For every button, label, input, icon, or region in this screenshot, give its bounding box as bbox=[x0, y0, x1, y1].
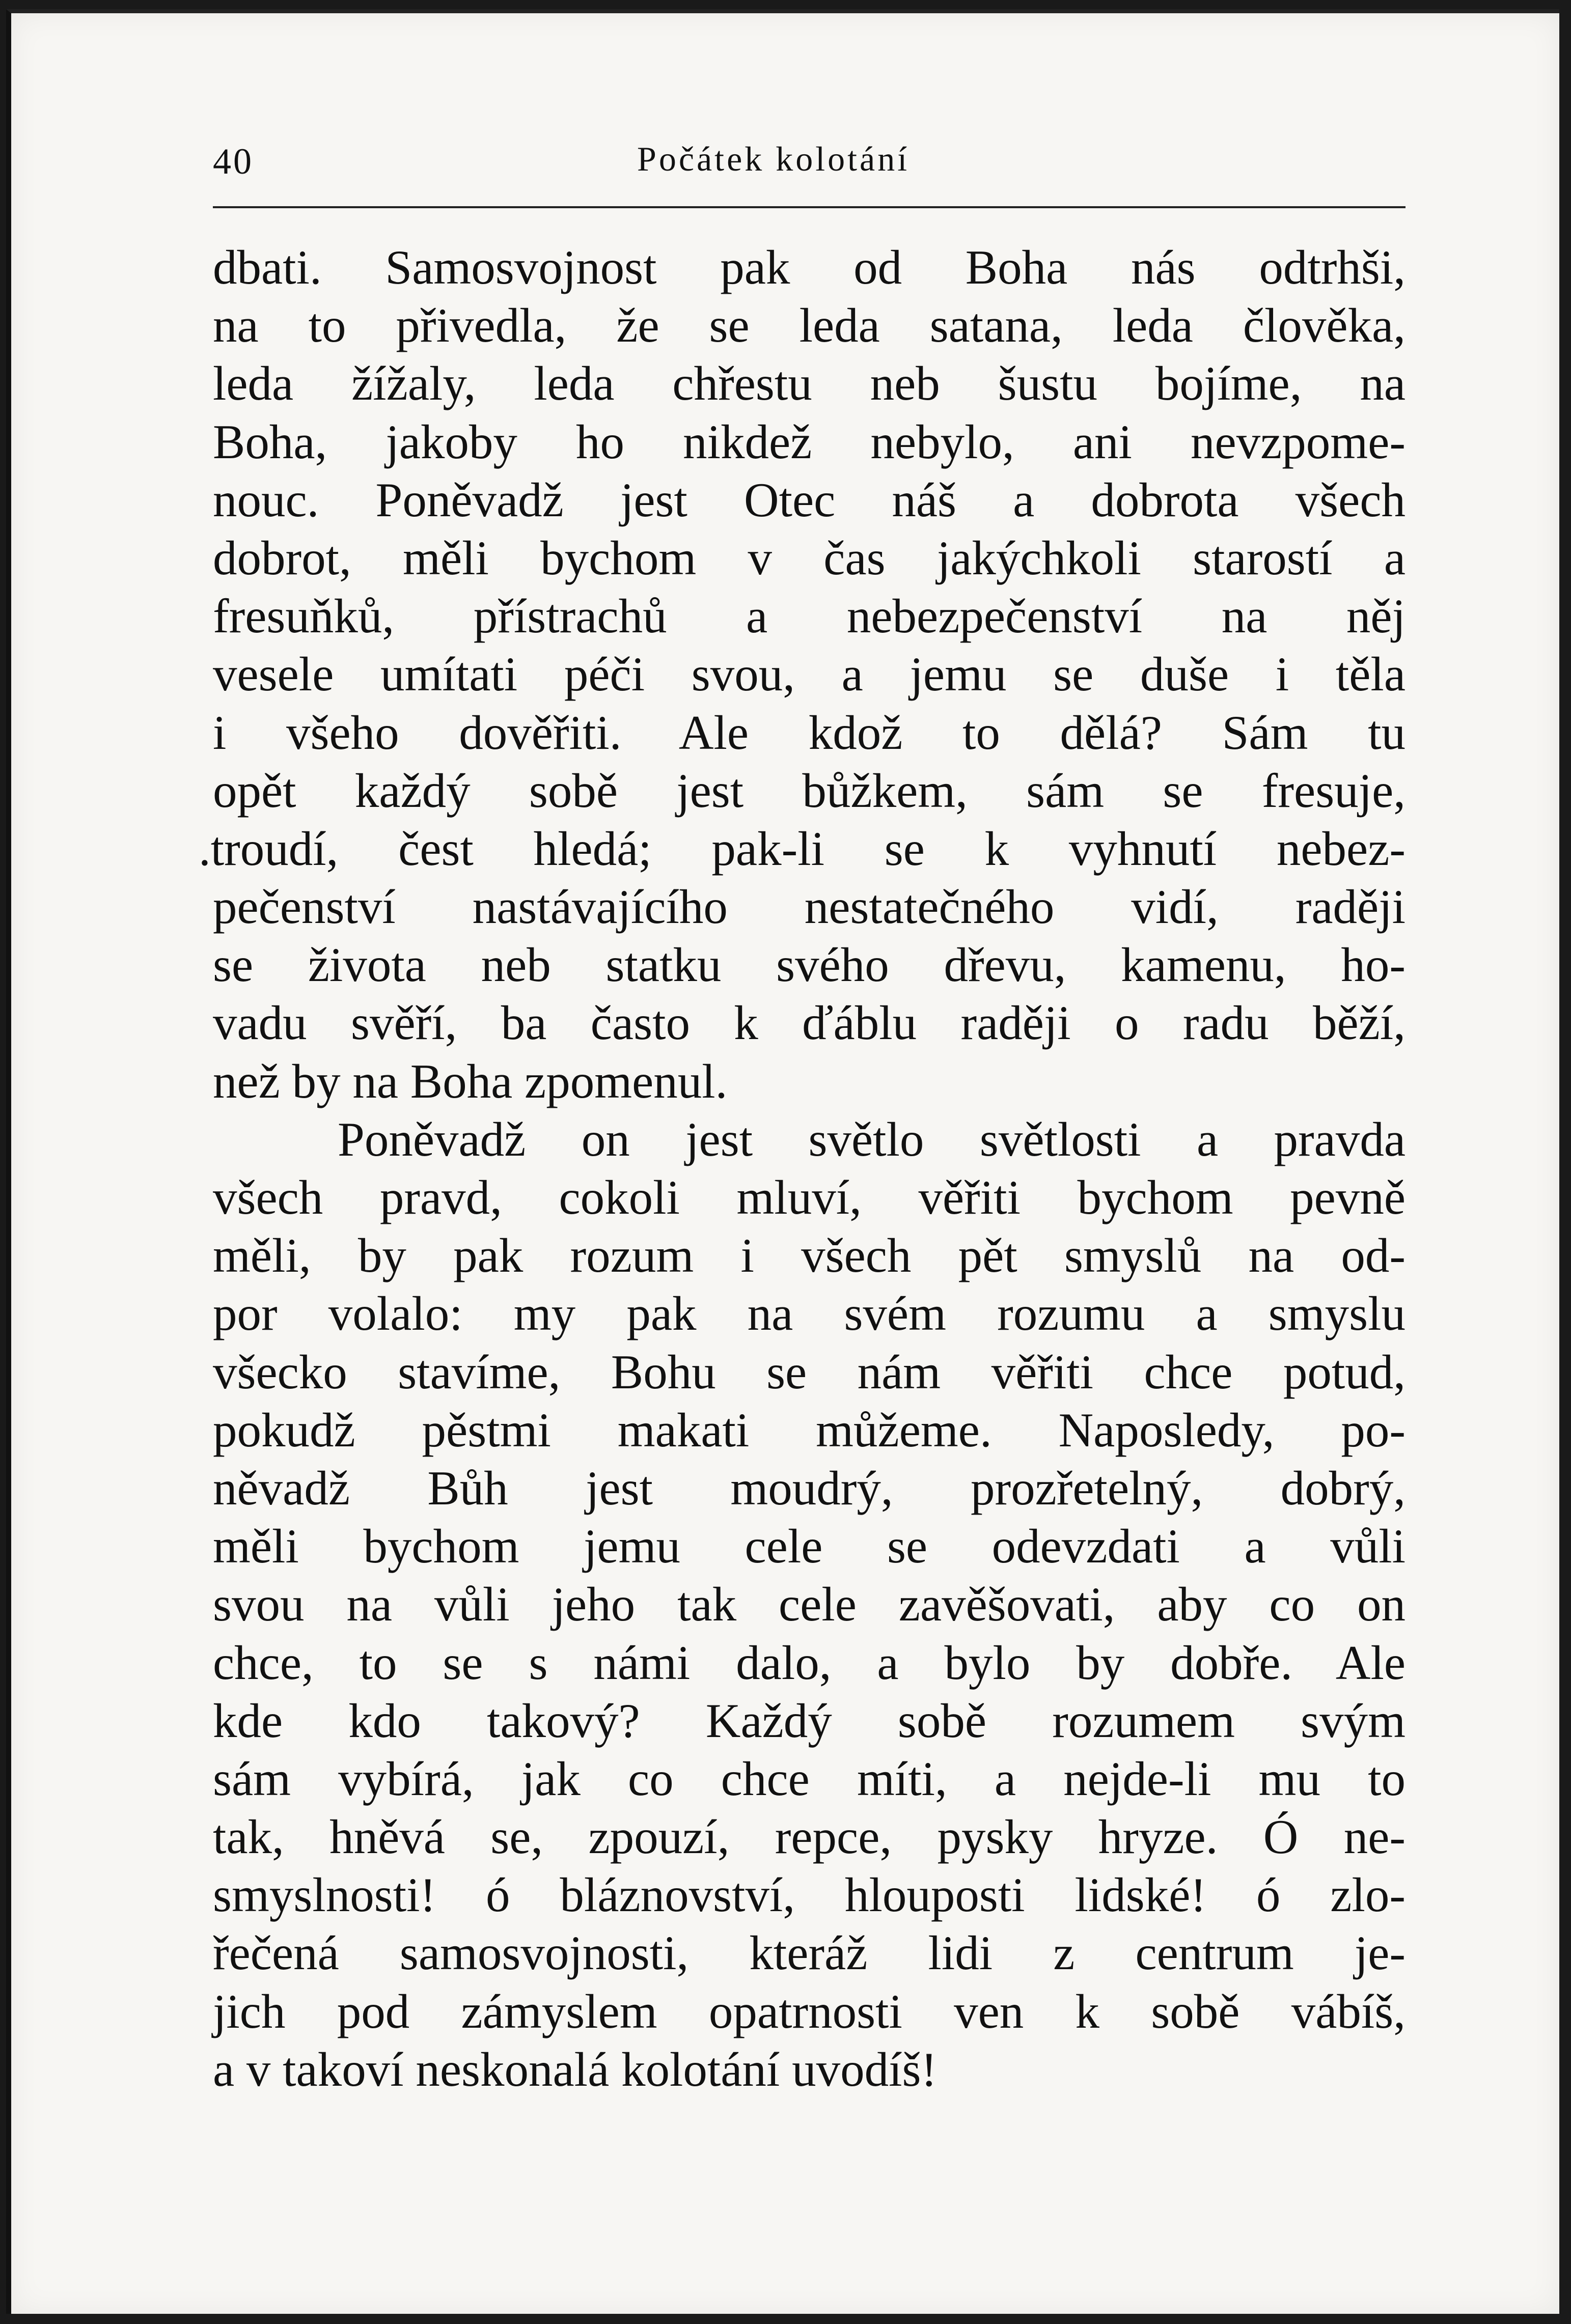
text-line: kde kdo takový? Každý sobě rozumem svým bbox=[213, 1693, 1405, 1748]
page-header bbox=[213, 136, 1384, 192]
text-line: opět každý sobě jest bůžkem, sám se fresuje, bbox=[213, 763, 1405, 818]
text-line: se života neb statku svého dřevu, kamenu, ho- bbox=[213, 938, 1405, 992]
text-line: fresuňků, přístrachů a nebezpečenství na něj bbox=[213, 589, 1405, 643]
text-line: na to přivedla, že se leda satana, leda člověka, bbox=[213, 298, 1405, 353]
text-line: všecko stavíme, Bohu se nám věřiti chce potud, bbox=[213, 1345, 1405, 1399]
text-line: i všeho dověřiti. Ale kdož to dělá? Sám tu bbox=[213, 705, 1405, 760]
text-line: pečenství nastávajícího nestatečného vidí, raději bbox=[213, 880, 1405, 934]
text-line: smyslnosti! ó bláznovství, hlouposti lidské! ó zlo- bbox=[213, 1868, 1405, 1922]
body-text bbox=[199, 238, 1405, 2098]
running-title: Počátek kolotání bbox=[637, 139, 910, 178]
text-line: nouc. Poněvadž jest Otec náš a dobrota všech bbox=[213, 472, 1405, 527]
text-line: svou na vůli jeho tak cele zavěšovati, aby co on bbox=[213, 1577, 1405, 1632]
page-number: 40 bbox=[213, 141, 254, 182]
text-line: leda žížaly, leda chřestu neb šustu bojíme, na bbox=[213, 356, 1405, 411]
text-line: něvadž Bůh jest moudrý, prozřetelný, dobrý, bbox=[213, 1461, 1405, 1515]
text-line: dbati. Samosvojnost pak od Boha nás odtrhši, bbox=[213, 240, 1405, 294]
text-line: por volalo: my pak na svém rozumu a smyslu bbox=[213, 1286, 1405, 1341]
text-line: pokudž pěstmi makati můžeme. Naposledy, po- bbox=[213, 1403, 1405, 1457]
text-line: dobrot, měli bychom v čas jakýchkoli starostí a bbox=[213, 530, 1405, 585]
paragraph-end-line: a v takoví neskonalá kolotání uvodíš! bbox=[213, 2042, 938, 2096]
text-line: jich pod zámyslem opatrnosti ven k sobě vábíš, bbox=[213, 1984, 1405, 2038]
text-line: řečená samosvojnosti, kteráž lidi z centrum je- bbox=[213, 1926, 1405, 1980]
header-rule bbox=[213, 206, 1405, 208]
text-line: Boha, jakoby ho nikdež nebylo, ani nevzpome- bbox=[213, 414, 1405, 469]
paragraph-end-line: než by na Boha zpomenul. bbox=[213, 1054, 728, 1108]
text-line: vesele umítati péči svou, a jemu se duše i těla bbox=[213, 647, 1405, 702]
text-line: všech pravd, cokoli mluví, věřiti bychom pevně bbox=[213, 1170, 1405, 1224]
paragraph-start-line: Poněvadž on jest světlo světlosti a pravda bbox=[338, 1112, 1405, 1166]
text-line: měli bychom jemu cele se odevzdati a vůli bbox=[213, 1519, 1405, 1574]
text-line: tak, hněvá se, zpouzí, repce, pysky hryze. Ó ne- bbox=[213, 1810, 1405, 1864]
text-line: měli, by pak rozum i všech pět smyslů na od- bbox=[213, 1228, 1405, 1283]
text-line: chce, to se s námi dalo, a bylo by dobře. Ale bbox=[213, 1635, 1405, 1690]
text-line: vadu svěří, ba často k ďáblu raději o radu běží, bbox=[213, 996, 1405, 1050]
text-line: sám vybírá, jak co chce míti, a nejde-li mu to bbox=[213, 1751, 1405, 1806]
text-line: .troudí, čest hledá; pak-li se k vyhnutí nebez- bbox=[199, 821, 1405, 876]
